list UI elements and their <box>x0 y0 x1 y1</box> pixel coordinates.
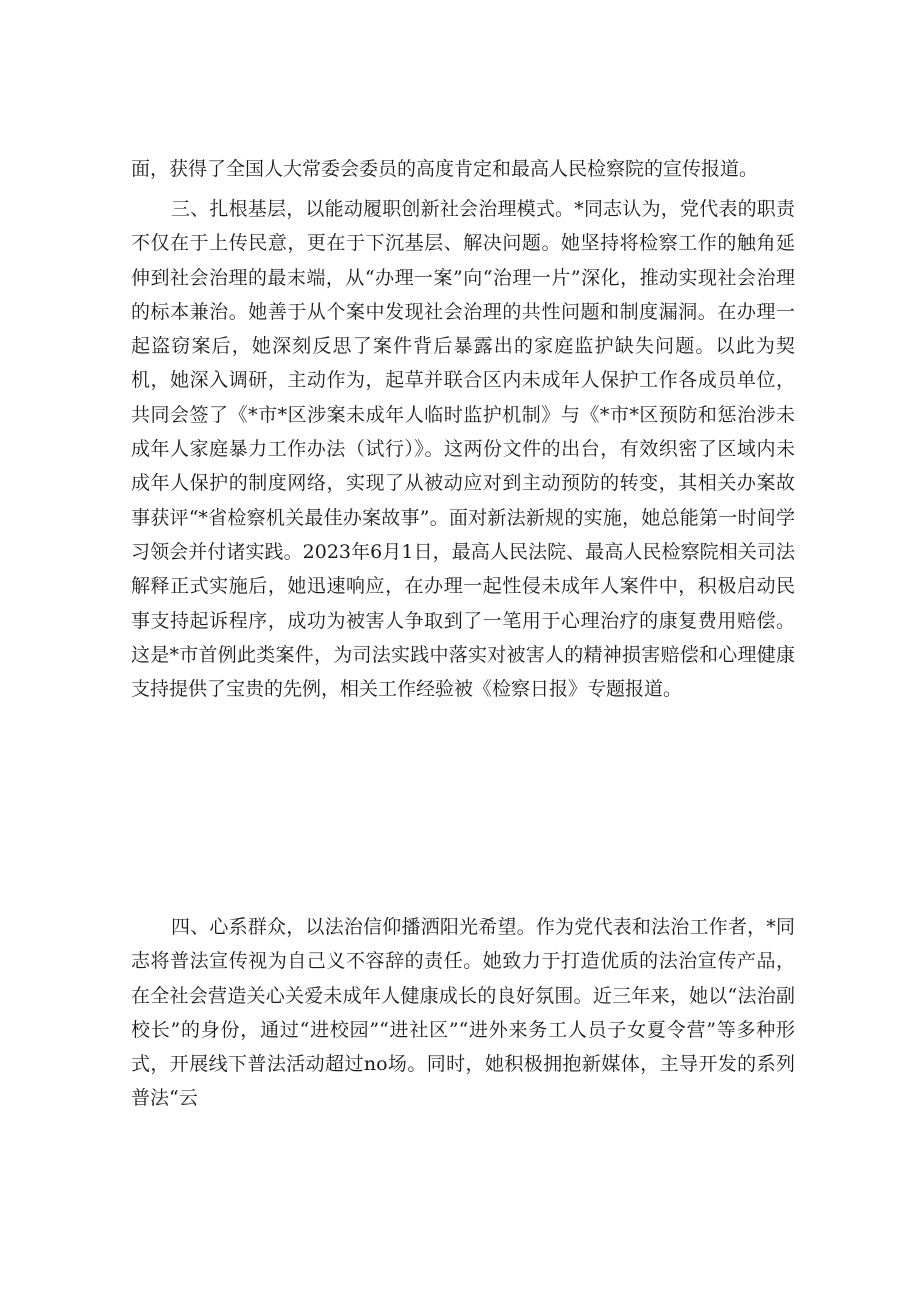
paragraph-section-four: 四、心系群众，以法治信仰播洒阳光希望。作为党代表和法治工作者，*同志将普法宣传视为自己义不容辞的责任。她致力于打造优质的法治宣传产品，在全社会营造关心关爱未成年人健康成长的良好氛围。近三年来，她以“法治副校长”的身份，通过“进校园”“进社区”“进外来务工人员子女夏令营”等多种形式，开展线下普法活动超过no场。同时，她积极拥抱新媒体，主导开发的系列普法“云 <box>131 916 795 1110</box>
paragraph-section-three: 三、扎根基层，以能动履职创新社会治理模式。*同志认为，党代表的职责不仅在于上传民意，更在于下沉基层、解决问题。她坚持将检察工作的触角延伸到社会治理的最末端，从“办理一案”向“治理一片”深化，推动实现社会治理的标本兼治。她善于从个案中发现社会治理的共性问题和制度漏洞。在办理一起盗窃案后，她深刻反思了案件背后暴露出的家庭监护缺失问题。以此为契机，她深入调研，主动作为，起草并联合区内未成年人保护工作各成员单位，共同会签了《*市*区涉案未成年人临时监护机制》与《*市*区预防和惩治涉未成年人家庭暴力工作办法（试行）》。这两份文件的出台，有效织密了区域内未成年人保护的制度网络，实现了从被动应对到主动预防的转变，其相关办案故事获评“*省检察机关最佳办案故事”。面对新法新规的实施，她总能第一时间学习领会并付诸实践。2023年6月1日，最高人民法院、最高人民检察院相关司法解释正式实施后，她迅速响应，在办理一起性侵未成年人案件中，积极启动民事支持起诉程序，成功为被害人争取到了一笔用于心理治疗的康复费用赔偿。这是*市首例此类案件，为司法实践中落实对被害人的精神损害赔偿和心理健康支持提供了宝贵的先例，相关工作经验被《检察日报》专题报道。 <box>131 198 795 701</box>
paragraph-continuation: 面，获得了全国人大常委会委员的高度肯定和最高人民检察院的宣传报道。 <box>131 158 759 180</box>
